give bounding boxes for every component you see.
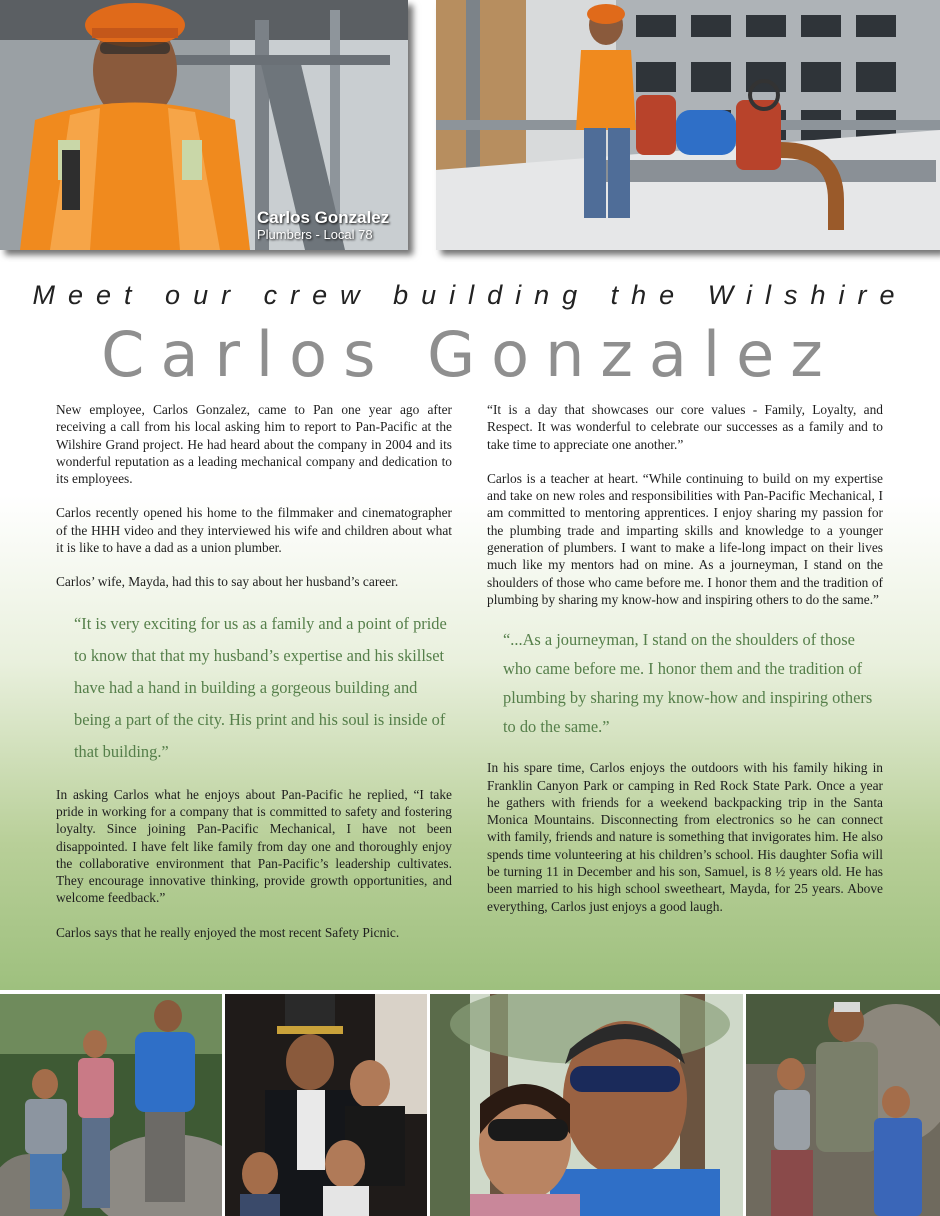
article-column-right [487,401,883,932]
pull-quote: “It is very exciting for us as a family and a point of pride to know that that my husband’s expertise and his skillset have had a hand in building a gorgeous building and being a part of the city. His print and his soul is inside of that building.” [74,613,447,761]
family-photo-strip [0,994,940,1216]
kicker-heading: Meet our crew building the Wilshire [32,280,908,310]
photo-family-outdoors [746,994,940,1216]
photo-couple-selfie [430,994,743,1216]
article-column-left [56,401,452,958]
page-title: Carlos Gonzalez [101,318,839,391]
photo-family-new-year [225,994,427,1216]
paragraph: “It is a day that showcases our core values - Family, Loyalty, and Respect. It was wonderful to celebrate our successes as a family and to take time to appreciate one another.” [487,402,883,452]
paragraph: Carlos’ wife, Mayda, had this to say about her husband’s career. [56,574,399,590]
paragraph: New employee, Carlos Gonzalez, came to Pan one year ago after receiving a call from his local asking him to report to Pan-Pacific at the Wilshire Grand project. He had heard about the company in 2004 and its wonderful reputation as a leading mechanical company and dedication to its employees. [56,402,452,487]
paragraph: Carlos is a teacher at heart. “While continuing to build on my expertise and take on new roles and responsibilities with Pan-Pacific Mechanical, I am committed to mentoring apprentices. I enjoy sharing my passion for the plumbing trade and imparting skills and knowledge to a younger generation of plumbers. I want to make a life-long impact on their lives much like my mentors had on mine. As a journeyman, I stand on the shoulders of those who came before me. I honor them and the tradition of plumbing by sharing my know-how and inspiring others to do the same.” [487,470,883,607]
paragraph: In asking Carlos what he enjoys about Pan-Pacific he replied, “I take pride in working for a company that is committed to safety and fostering loyalty. Since joining Pan-Pacific Mechanical, I have not been disappointed. I have felt like family from day one and thoroughly enjoy the collaborative environment that Pan-Pacific’s leadership cultivates. They encourage innovative thinking, provide growth opportunities, and welcome feedback.” [56,786,452,906]
photo-caption-name: Carlos Gonzalez [257,208,390,227]
photo-caption-role: Plumbers - Local 78 [257,227,373,242]
paragraph: Carlos recently opened his home to the filmmaker and cinematographer of the HHH video and they interviewed his wife and children about what it is like to have a dad as a union plumber. [56,505,452,556]
paragraph: Carlos says that he really enjoyed the most recent Safety Picnic. [56,924,400,940]
pull-quote: “...As a journeyman, I stand on the shoulders of those who came before me. I honor them and the tradition of plumbing by sharing my know-how and inspiring others to do the same.” [503,630,873,737]
photo-family-hiking [0,994,222,1216]
paragraph: In his spare time, Carlos enjoys the outdoors with his family hiking in Franklin Canyon Park or camping in Red Rock State Park. Once a year he gathers with friends for a weekend backpacking trip in the Santa Monica Mountains. Disconnecting from electronics so he can connect with family, friends and nature is something that invigorates him. He also spends time volunteering at his children’s school. His daughter Sofia will be turning 11 in December and his son, Samuel, is 8 ½ years old. He has been married to his high school sweetheart, Mayda, for 25 years. Above everything, Carlos just enjoys a good laugh. [487,760,883,914]
photo-carlos-at-jobsite [436,0,940,250]
